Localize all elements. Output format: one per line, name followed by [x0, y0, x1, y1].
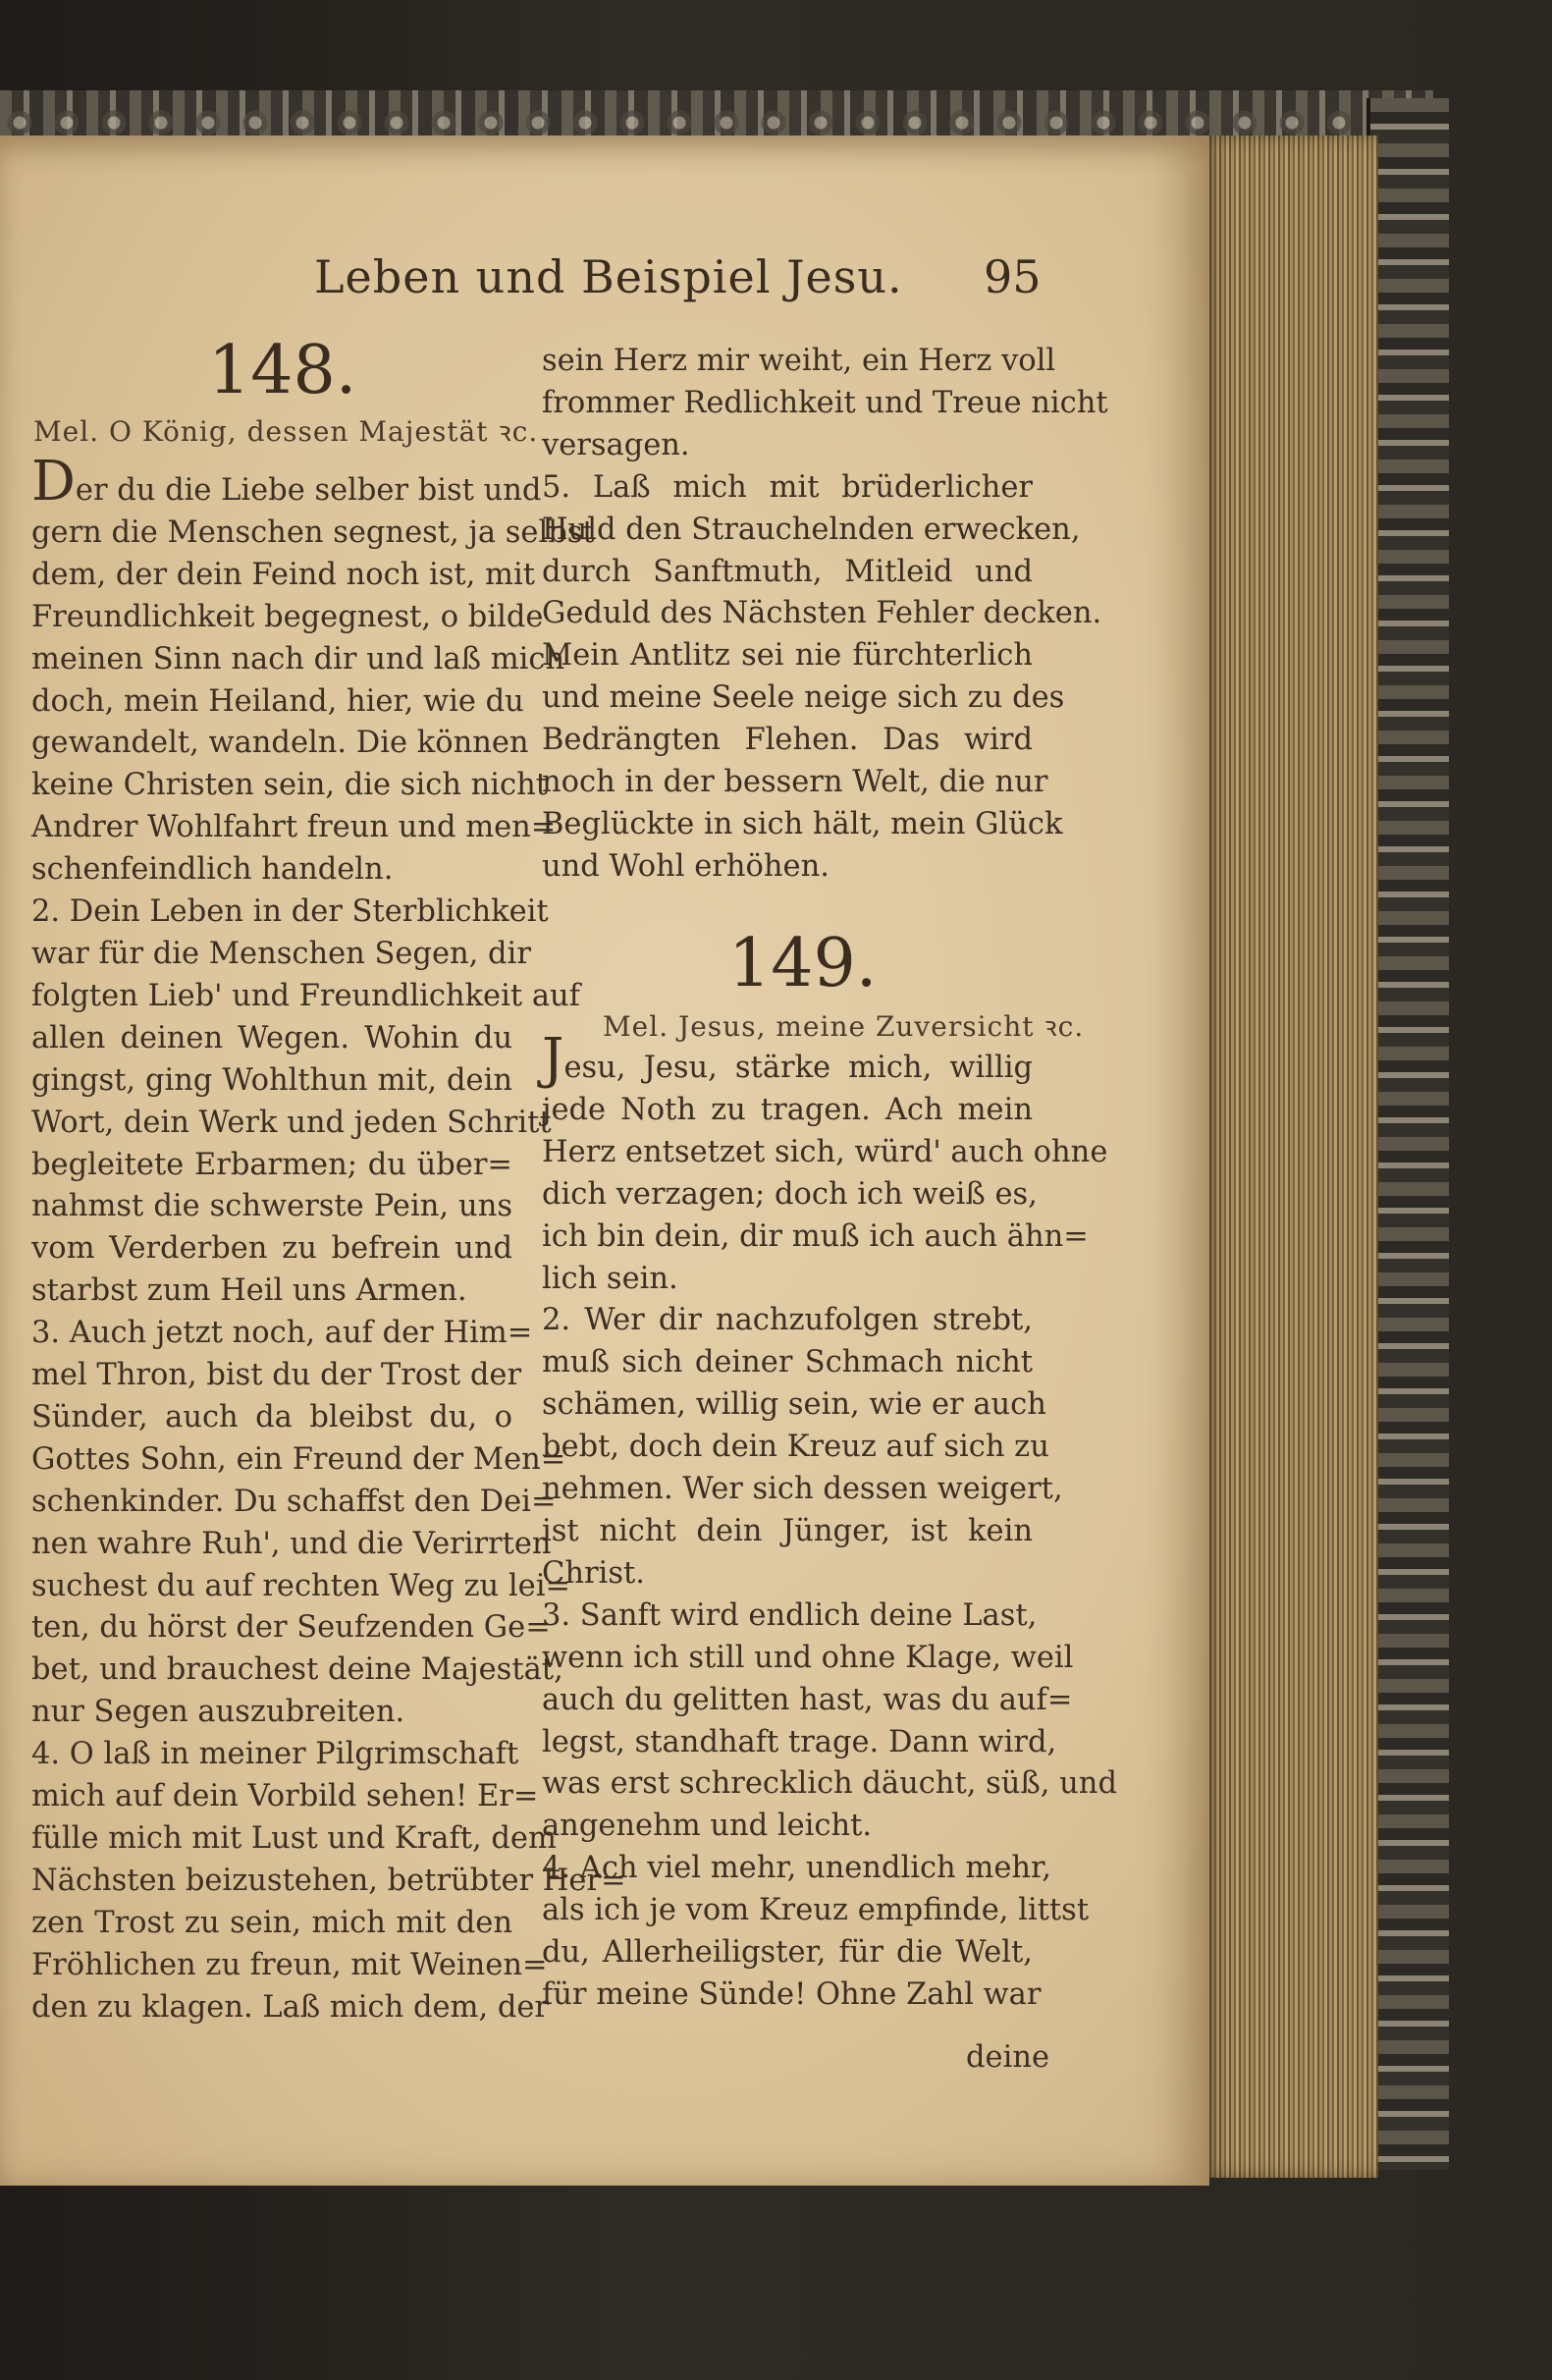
text-line: schämen, willig sein, wie er auch: [542, 1387, 1046, 1423]
text-line: muß sich deiner Schmach nicht: [542, 1345, 1033, 1380]
hymn-148-continuation: [542, 341, 1108, 889]
text-line: wenn ich still und ohne Klage, weil: [542, 1640, 1074, 1675]
text-line: [31, 450, 542, 514]
text-line: mich auf dein Vorbild sehen! Er=: [31, 1779, 539, 1814]
text-line: nahmst die schwerste Pein, uns: [31, 1189, 512, 1224]
text-line: meinen Sinn nach dir und laß mich: [31, 641, 565, 676]
text-line: nen wahre Ruh', und die Verirrten: [31, 1526, 552, 1561]
text-line: und Wohl erhöhen.: [542, 848, 830, 884]
text-line: legst, standhaft trage. Dann wird,: [542, 1724, 1057, 1759]
hymn-148-melody: Mel. O König, dessen Majestät ꝛc.: [33, 415, 539, 448]
text-line: Sünder, auch da bleibst du, o: [31, 1399, 512, 1434]
text-line: Freundlichkeit begegnest, o bilde: [31, 599, 544, 634]
text-line: Geduld des Nächsten Fehler decken.: [542, 596, 1102, 631]
text-line: noch in der bessern Welt, die nur: [542, 765, 1048, 800]
text-line: lich sein.: [542, 1261, 678, 1296]
text-line: nehmen. Wer sich dessen weigert,: [542, 1472, 1063, 1507]
text-line: gern die Menschen segnest, ja selbst: [31, 514, 595, 550]
text-line: du, Allerheiligster, für die Welt,: [542, 1935, 1033, 1971]
text-line: war für die Menschen Segen, dir: [31, 936, 531, 971]
text-line: Beglückte in sich hält, mein Glück: [542, 806, 1063, 841]
page-number: 95: [984, 250, 1042, 303]
text-line: bet, und brauchest deine Majestät,: [31, 1652, 563, 1688]
text-line: 3. Sanft wird endlich deine Last,: [542, 1597, 1038, 1633]
text-line: gingst, ging Wohlthun mit, dein: [31, 1062, 512, 1098]
text-line: Gottes Sohn, ein Freund der Men=: [31, 1441, 566, 1477]
text-line: fülle mich mit Lust und Kraft, dem: [31, 1821, 557, 1856]
text-line: Nächsten beizustehen, betrübter Her=: [31, 1863, 626, 1898]
text-line: 2. Dein Leben in der Sterblichkeit: [31, 894, 549, 930]
text-line: vom Verderben zu befrein und: [31, 1231, 512, 1267]
text-line: frommer Redlichkeit und Treue nicht: [542, 385, 1108, 420]
text-line: folgten Lieb' und Freundlichkeit auf: [31, 978, 580, 1013]
hymn-149-number: 149.: [728, 925, 878, 1002]
text-line: ten, du hörst der Seufzenden Ge=: [31, 1610, 551, 1646]
text-line: was erst schrecklich däucht, süß, und: [542, 1766, 1117, 1802]
text-line: begleitete Erbarmen; du über=: [31, 1147, 512, 1182]
text-line: ich bin dein, dir muß ich auch ähn=: [542, 1218, 1089, 1254]
text-line: dem, der dein Feind noch ist, mit: [31, 557, 535, 592]
text-line: starbst zum Heil uns Armen.: [31, 1273, 467, 1309]
text-line: Mein Antlitz sei nie fürchterlich: [542, 638, 1033, 674]
running-title: Leben und Beispiel Jesu.: [314, 250, 903, 303]
hymn-148-number: 148.: [208, 332, 357, 409]
page-edges: [1202, 135, 1378, 2178]
text-line: 2. Wer dir nachzufolgen strebt,: [542, 1303, 1033, 1338]
text-line: und meine Seele neige sich zu des: [542, 680, 1065, 716]
catchword: deine: [966, 2040, 1050, 2075]
hymn-149-text: [542, 1027, 1117, 2017]
text-line: versagen.: [542, 427, 690, 462]
text-line: Wort, dein Werk und jeden Schritt: [31, 1105, 552, 1140]
cover-ornament-right: [1366, 98, 1449, 2170]
cover-ornament-rosettes: [0, 106, 1433, 139]
text-line: [542, 1027, 1033, 1091]
text-line: angenehm und leicht.: [542, 1809, 873, 1844]
text-line: bebt, doch dein Kreuz auf sich zu: [542, 1430, 1049, 1465]
text-line: gewandelt, wandeln. Die können: [31, 726, 529, 761]
hymn-149-melody: Mel. Jesus, meine Zuversicht ꝛc.: [603, 1010, 1085, 1043]
text-line: sein Herz mir weiht, ein Herz voll: [542, 344, 1056, 378]
text-line: 4. O laß in meiner Pilgrimschaft: [31, 1737, 519, 1772]
text-line: durch Sanftmuth, Mitleid und: [542, 554, 1033, 589]
text-line: Christ.: [542, 1555, 645, 1591]
text-line: ist nicht dein Jünger, ist kein: [542, 1513, 1033, 1548]
text-line: schenfeindlich handeln.: [31, 852, 394, 888]
text-line: als ich je vom Kreuz empfinde, littst: [542, 1893, 1090, 1928]
text-line: allen deinen Wegen. Wohin du: [31, 1020, 512, 1055]
text-line: dich verzagen; doch ich weiß es,: [542, 1176, 1038, 1212]
text-line: jede Noth zu tragen. Ach mein: [542, 1092, 1033, 1127]
text-line: 4. Ach viel mehr, unendlich mehr,: [542, 1851, 1051, 1886]
text-line: zen Trost zu sein, mich mit den: [31, 1905, 512, 1940]
text-line: keine Christen sein, die sich nicht: [31, 768, 549, 803]
text-line: 5. Laß mich mit brüderlicher: [542, 469, 1033, 505]
text-line: 3. Auch jetzt noch, auf der Him=: [31, 1316, 533, 1351]
text-line: Huld den Strauchelnden erwecken,: [542, 512, 1081, 547]
text-line: schenkinder. Du schaffst den Dei=: [31, 1484, 557, 1519]
text-line: Bedrängten Flehen. Das wird: [542, 723, 1033, 758]
text-line: mel Thron, bist du der Trost der: [31, 1358, 522, 1393]
text-line: für meine Sünde! Ohne Zahl war: [542, 1976, 1042, 2012]
text-line: auch du gelitten hast, was du auf=: [542, 1682, 1073, 1717]
text-line: den zu klagen. Laß mich dem, der: [31, 1989, 549, 2025]
text-line: doch, mein Heiland, hier, wie du: [31, 683, 524, 719]
text-line: Fröhlichen zu freun, mit Weinen=: [31, 1947, 548, 1982]
text-line: nur Segen auszubreiten.: [31, 1695, 405, 1730]
text-line-rest: er du die Liebe selber bist und: [75, 473, 542, 508]
drop-cap: J: [542, 1027, 564, 1091]
text-line: Herz entsetzet sich, würd' auch ohne: [542, 1134, 1108, 1169]
text-line-rest: esu, Jesu, stärke mich, willig: [563, 1051, 1033, 1085]
text-line: Andrer Wohlfahrt freun und men=: [31, 810, 557, 845]
drop-cap: D: [31, 450, 76, 514]
text-line: suchest du auf rechten Weg zu lei=: [31, 1568, 570, 1603]
